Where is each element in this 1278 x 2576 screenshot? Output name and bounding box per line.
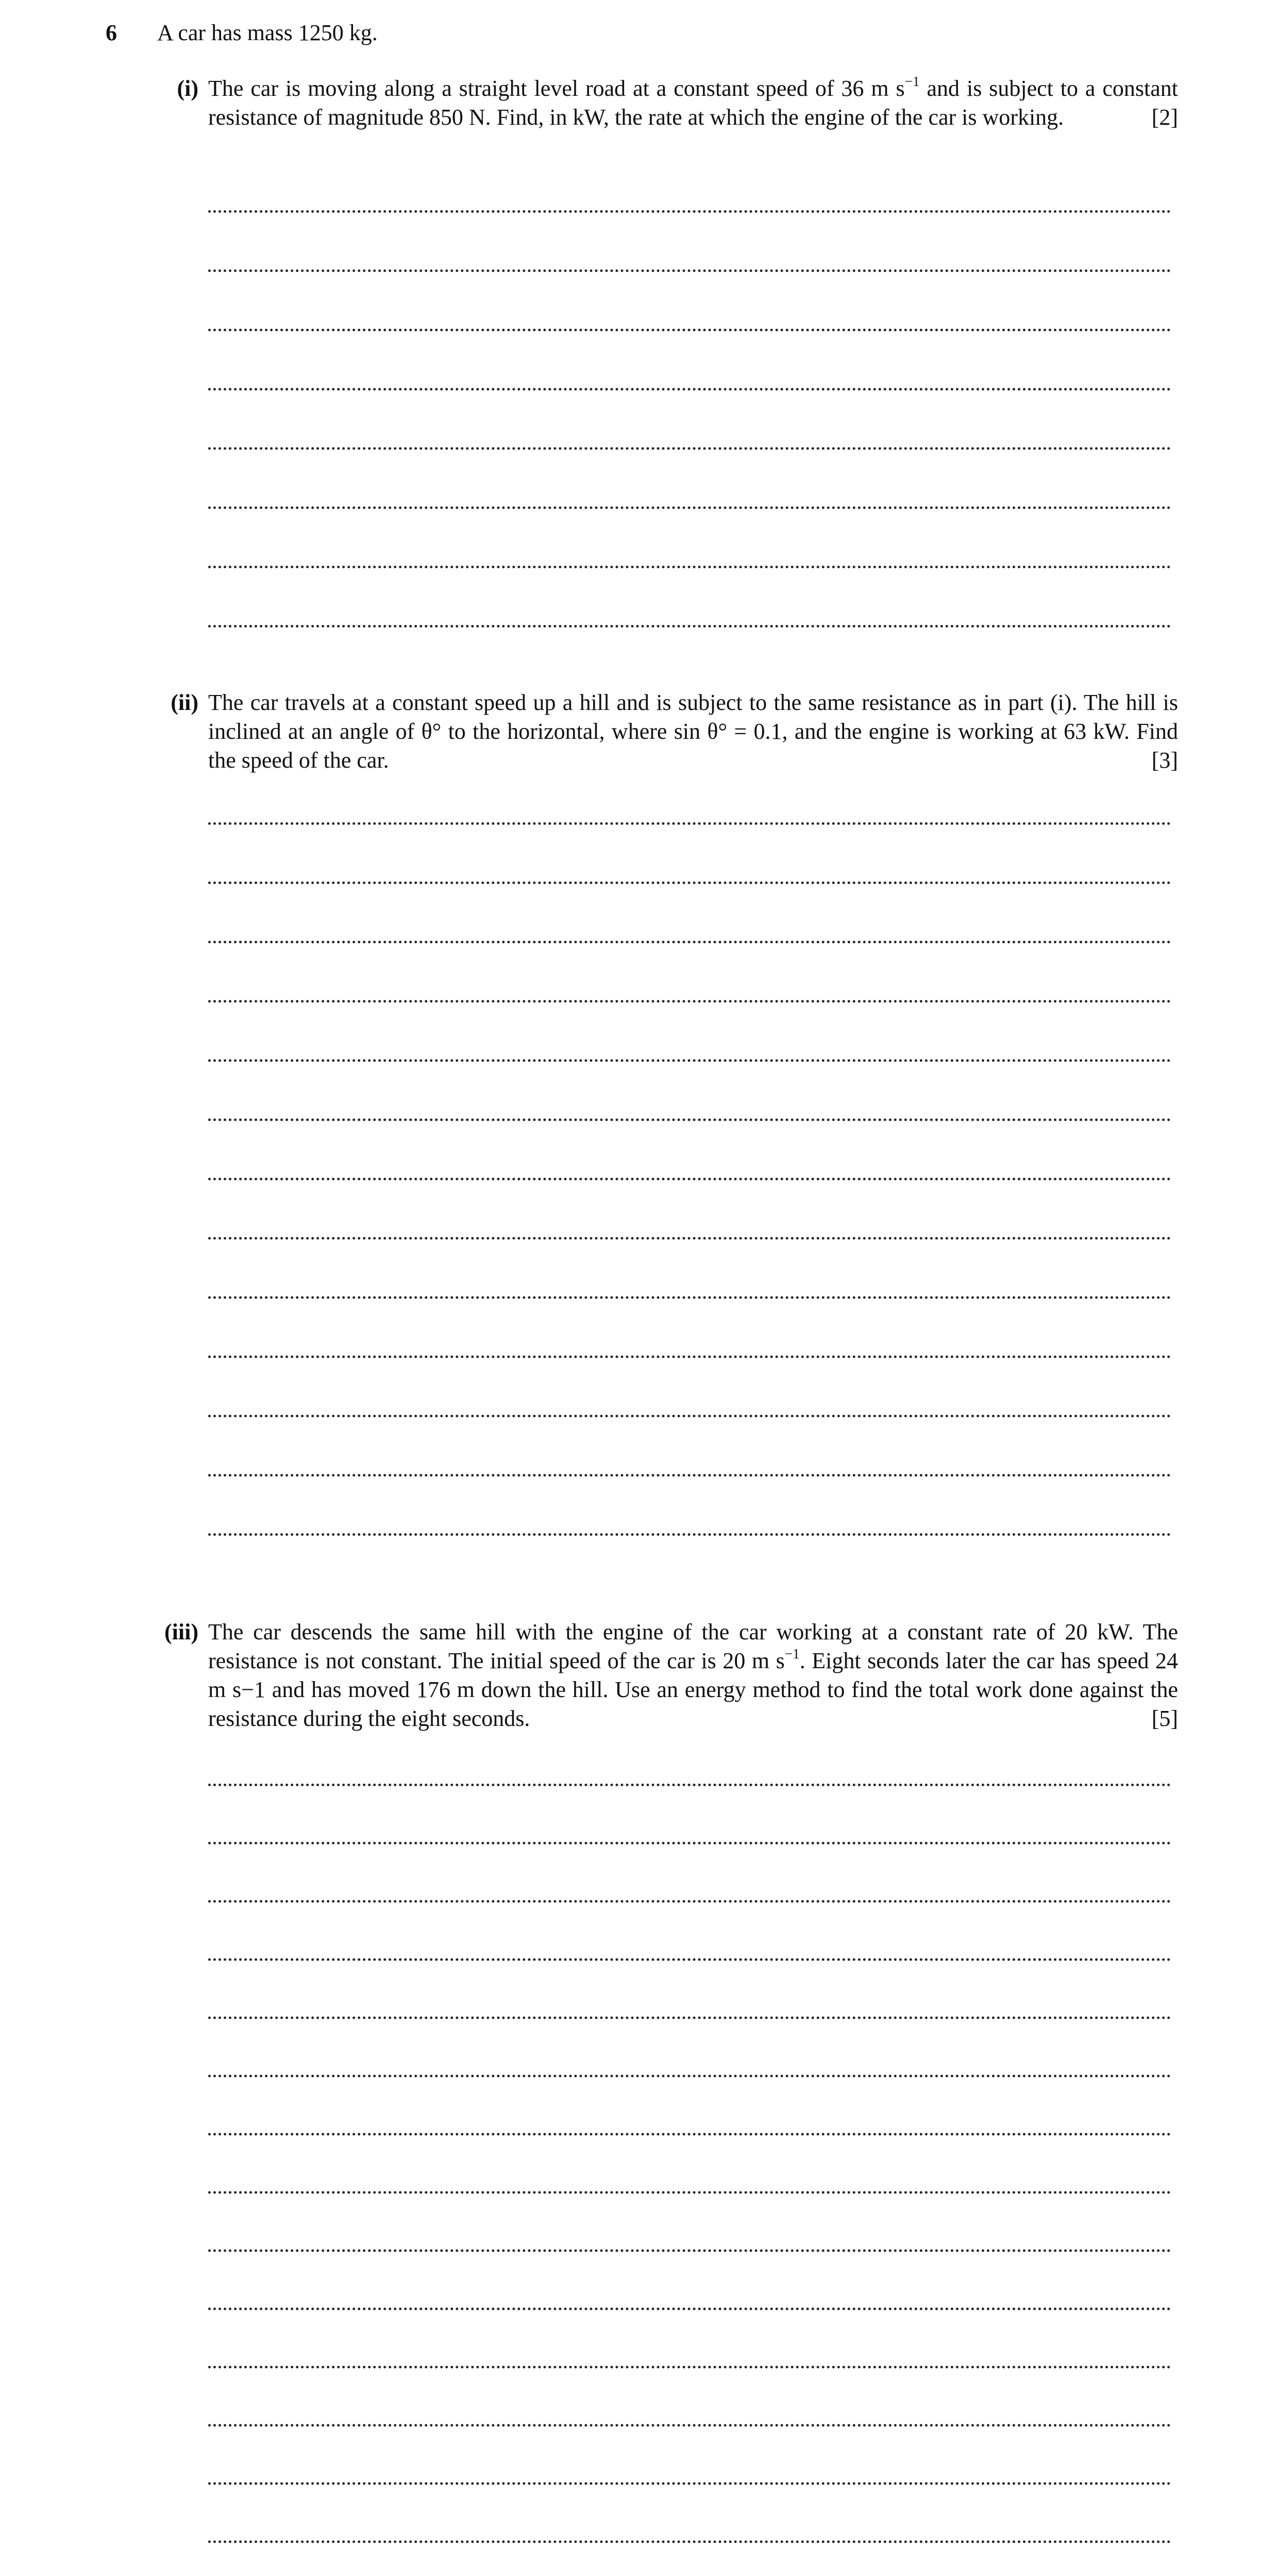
- answer-line[interactable]: [208, 269, 1171, 272]
- answer-line[interactable]: [208, 2424, 1171, 2427]
- answer-line[interactable]: [208, 1118, 1171, 1121]
- part-text-end: and is subject to a constant resistance of magnitude 850 N. Find, in kW, the rate at which the engine of the car is working.: [208, 76, 1178, 130]
- answer-line[interactable]: [208, 1900, 1171, 1903]
- answer-line[interactable]: [208, 2366, 1171, 2368]
- answer-line[interactable]: [208, 1958, 1171, 1961]
- answer-line[interactable]: [208, 882, 1171, 884]
- answer-line[interactable]: [208, 1784, 1171, 1786]
- part-text: [208, 688, 1178, 775]
- superscript: −1: [904, 73, 920, 89]
- part-label: (i): [177, 76, 198, 101]
- answer-line[interactable]: [208, 566, 1171, 568]
- answer-line[interactable]: [208, 1237, 1171, 1240]
- answer-line[interactable]: [208, 1000, 1171, 1003]
- answer-line[interactable]: [208, 2075, 1171, 2077]
- answer-line[interactable]: [208, 1296, 1171, 1299]
- question-number: 6: [106, 20, 117, 45]
- part-text-start: The car is moving along a straight level road at a constant speed of 36 m s: [208, 76, 905, 101]
- answer-line[interactable]: [208, 1474, 1171, 1477]
- answer-line[interactable]: [208, 2482, 1171, 2485]
- part-label: (ii): [171, 690, 198, 715]
- answer-line[interactable]: [208, 1415, 1171, 1417]
- answer-line[interactable]: [208, 1842, 1171, 1844]
- answer-line[interactable]: [208, 1355, 1171, 1358]
- part-label: (iii): [164, 1619, 198, 1645]
- marks: [3]: [1151, 748, 1178, 773]
- answer-line[interactable]: [208, 388, 1171, 391]
- part-text: [208, 74, 1178, 132]
- part-text-end: . Eight seconds later the car has speed 24 m s−1 and has moved 176 m down the hill. Use an energy method to find the total work done against the resistance during the eight seconds.: [208, 1648, 1178, 1731]
- answer-line[interactable]: [208, 2016, 1171, 2019]
- marks: [5]: [1151, 1706, 1178, 1731]
- answer-line[interactable]: [208, 210, 1171, 213]
- answer-line[interactable]: [208, 625, 1171, 628]
- marks: [2]: [1151, 105, 1178, 130]
- answer-line[interactable]: [208, 447, 1171, 450]
- question-stem: A car has mass 1250 kg.: [157, 20, 378, 45]
- answer-line[interactable]: [208, 2191, 1171, 2194]
- answer-line[interactable]: [208, 822, 1171, 825]
- part-text: [208, 1618, 1178, 1733]
- answer-line[interactable]: [208, 1059, 1171, 1062]
- answer-line[interactable]: [208, 2308, 1171, 2310]
- part-text-start: The car descends the same hill with the engine of the car working at a constant rate of 20 kW. The resistance is not constant. The initial speed of the car is 20 m s: [208, 1619, 1178, 1673]
- answer-line[interactable]: [208, 2249, 1171, 2252]
- answer-line[interactable]: [208, 329, 1171, 331]
- answer-line[interactable]: [208, 2133, 1171, 2136]
- answer-line[interactable]: [208, 1533, 1171, 1536]
- superscript: −1: [784, 1646, 800, 1662]
- part-text-start: The car travels at a constant speed up a hill and is subject to the same resistance as in part (i). The hill is inclined at an angle of θ° to the horizontal, where sin θ° = 0.1, and the engine is working at 63 kW. Find the speed of the car.: [208, 690, 1178, 773]
- answer-line[interactable]: [208, 2540, 1171, 2543]
- answer-line[interactable]: [208, 1178, 1171, 1180]
- answer-line[interactable]: [208, 506, 1171, 509]
- answer-line[interactable]: [208, 941, 1171, 943]
